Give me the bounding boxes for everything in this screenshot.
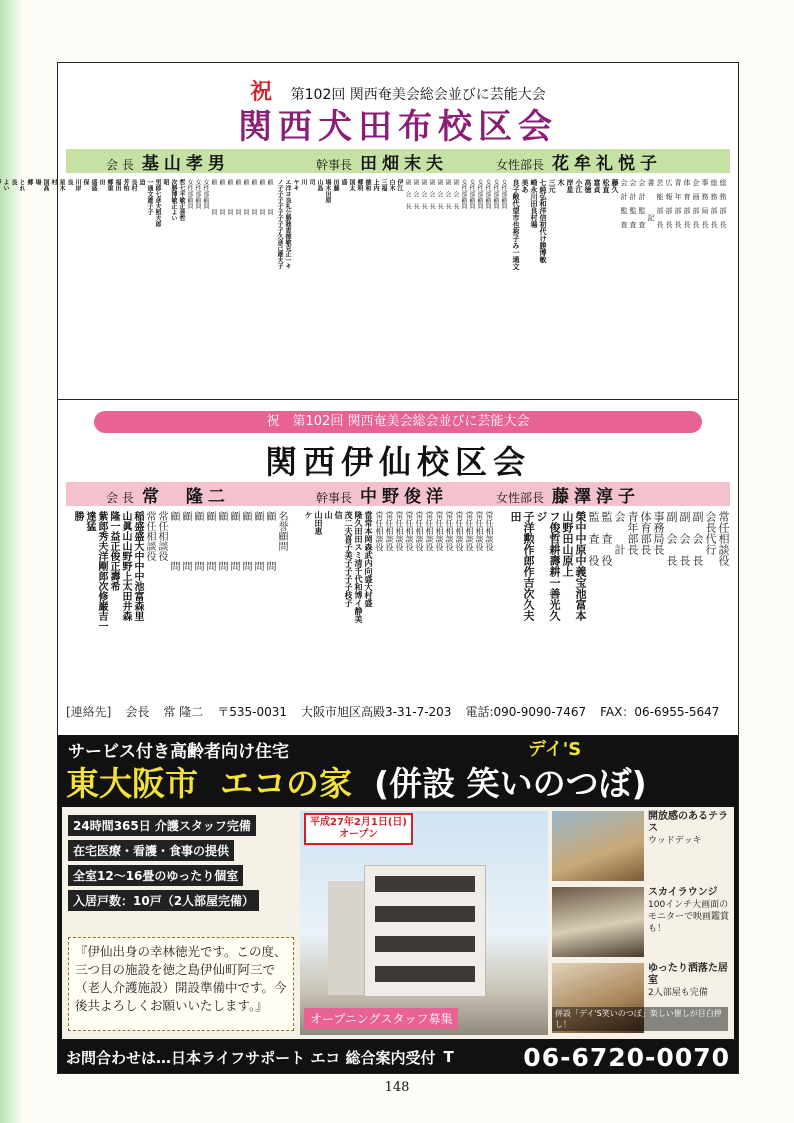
building-front: [364, 865, 486, 997]
ad-days-brand: デイ'S: [528, 739, 582, 760]
member-list-middle: [296, 511, 496, 699]
thumb-title: スカイラウンジ: [648, 887, 718, 898]
member-name-column: 福田: [114, 179, 121, 191]
member-role-column: 企 画 部 長: [692, 179, 700, 228]
member-name-column: 信: [334, 511, 344, 519]
member-role-column: 女性部顧問: [492, 179, 499, 209]
association-title: 関西伊仙校区会: [264, 443, 531, 481]
member-role-column: 広 報 部 長: [665, 179, 673, 228]
ad-city: 東大阪市: [66, 763, 198, 803]
member-role-column: 総 務 部 長: [719, 179, 727, 228]
member-role-column: 常任相談役: [465, 511, 474, 551]
member-role-column: 顧 問: [210, 179, 217, 215]
member-role-column: 顧 問: [266, 179, 273, 215]
officer-name: 藤澤淳子: [552, 486, 641, 507]
feature-list: [68, 815, 294, 915]
eco-house-advert: [58, 735, 738, 1073]
member-name-column: 木: [557, 179, 566, 186]
member-name-column: 徳和: [364, 179, 371, 191]
member-role-column: 女性部顧問: [202, 179, 209, 209]
member-name-column: 三元: [548, 179, 557, 193]
thumb-lounge: [552, 887, 730, 957]
member-name-column: 七純弘和洋信初代け勝博敏: [539, 179, 548, 263]
member-role-column: 顧 問: [218, 179, 225, 215]
member-name-column: 国高: [42, 179, 49, 191]
member-role-column: 副 会 長: [412, 179, 419, 209]
officer-name: 常 隆二: [141, 486, 230, 507]
contact-address: 大阪市旭区高殿3-31-7-203: [301, 705, 452, 719]
member-role-column: 副 会 長: [420, 179, 427, 209]
member-role-column: 顧 問: [180, 511, 191, 571]
contact-role: 会長: [125, 705, 150, 719]
officer-name: 中野俊洋: [360, 486, 449, 507]
member-role-column: 事務局長: [652, 511, 665, 555]
member-list-middle: [276, 179, 510, 391]
member-name-column: ヤキ: [292, 179, 299, 191]
officer-president: [106, 482, 230, 507]
officer-president: [106, 149, 230, 174]
thumb-caption: [648, 963, 732, 999]
feature-item: 全室12～16畳のゆったり個室: [68, 865, 243, 886]
member-name-column: 場木田原: [324, 179, 331, 203]
member-name-column: 川: [300, 179, 307, 185]
kanto-inutabu-section: [2, 63, 738, 401]
officer-secretary: [316, 482, 448, 507]
member-role-column: 副 会 長: [691, 511, 704, 566]
member-name-column: ノ子子子子子子子子久彦己雄夫子: [276, 179, 283, 269]
member-role-column: 副 会 長: [444, 179, 451, 209]
member-name-column: 茂二夫喜子美子子子子枝子: [344, 511, 354, 607]
officer-role: 会 長: [106, 157, 134, 172]
member-name-column: 榮中中原中義宝池富本: [574, 511, 587, 621]
member-role-column: 副 会 長: [404, 179, 411, 209]
thumb-title: ゆったり洒落た居室: [648, 963, 728, 986]
member-name-column: 哲七平敏正善哲: [178, 179, 185, 221]
member-role-column: 常任相談役: [385, 511, 394, 551]
member-name-column: 崎永川田良村場: [530, 179, 539, 228]
ad-facility-name: エコの家: [220, 763, 352, 803]
member-role-column: 会 計 監 査: [638, 179, 646, 228]
officer-women-head: [496, 482, 640, 507]
member-name-column: 當常本岡森武内向盛大村盛: [364, 511, 374, 607]
member-role-column: 青年部長: [626, 511, 639, 555]
member-name-column: 富貞: [593, 179, 602, 193]
member-name-column: よい: [2, 179, 9, 191]
member-name-column: 保: [82, 179, 89, 185]
member-role-column: 会長代行: [704, 511, 717, 555]
member-role-column: 常任相談役: [415, 511, 424, 551]
member-role-column: 副 会 長: [436, 179, 443, 209]
member-role-column: 女性部顧問: [500, 179, 507, 209]
member-role-column: 会 計 監 査: [620, 179, 628, 228]
member-name-column: 一通文雄子子: [146, 179, 153, 215]
member-name-column: 村: [50, 179, 57, 185]
ad-title: [66, 759, 647, 803]
officer-women-head: [496, 149, 662, 174]
member-name-column: 田: [98, 179, 105, 185]
member-name-column: 次勝博敏正よい: [170, 179, 177, 221]
member-name-column: 上内: [372, 179, 379, 191]
member-role-column: 副 会 長: [678, 511, 691, 566]
ad-annex-name: (併設 笑いのつぼ): [374, 763, 647, 803]
member-role-column: 体 育 部 長: [683, 179, 691, 228]
member-name-column: 稲盛盛大中中中池富森里: [132, 511, 143, 621]
member-name-column: フ俊哲耕壽耕一善光久: [548, 511, 561, 621]
building-side: [328, 881, 364, 995]
member-role-column: 顧 問: [240, 511, 251, 571]
officer-role: 女性部長: [496, 490, 545, 505]
member-name-column: 小江: [575, 179, 584, 193]
officer-name: 花牟礼悦子: [552, 153, 663, 174]
member-name-column: 男郎七彦夫照夫郎: [154, 179, 161, 227]
member-role-column: 顧 問: [168, 511, 179, 571]
member-role-column: 副 会 長: [665, 511, 678, 566]
member-role-column: 顧 問: [234, 179, 241, 215]
member-name-column: 山野田山原上: [561, 511, 574, 577]
association-title: 関西犬田布校区会: [238, 107, 558, 147]
member-name-column: 高徳: [584, 179, 593, 193]
member-name-column: ケ: [304, 511, 314, 519]
member-role-column: 顧 問: [252, 511, 263, 571]
member-role-column: 女性部顧問: [460, 179, 467, 209]
member-role-column: 常任相談役: [475, 511, 484, 551]
thumb-sub: 2人部屋も完備: [648, 988, 708, 998]
member-role-column: 副 会 長: [428, 179, 435, 209]
member-role-column: 常任相談役: [395, 511, 404, 551]
member-name-column: 紫郎秀夫洋剛郎次修巌吉一: [96, 511, 107, 631]
member-role-column: 常任相談役: [445, 511, 454, 551]
member-name-column: 国太: [348, 179, 355, 191]
member-name-column: 場: [34, 179, 41, 185]
member-name-column: 達猛: [84, 511, 95, 531]
opening-label: オープン: [338, 829, 379, 840]
terrace-photo: [552, 811, 644, 881]
member-role-column: 監 査 役: [600, 511, 613, 566]
member-name-column: とれ: [18, 179, 25, 191]
member-role-column: 事 務 局 長: [701, 179, 709, 228]
member-name-column: 勝: [72, 511, 83, 521]
member-name-column: 良: [66, 179, 73, 185]
building-photo: [300, 811, 548, 1035]
member-name-column: 伊江: [396, 179, 403, 191]
member-name-column: 芳柏: [122, 179, 129, 191]
inquiry-phone: 06-6720-0070: [523, 1042, 730, 1072]
member-list-left: [2, 179, 276, 391]
member-name-column: 郷重: [106, 179, 113, 191]
member-name-column: 郷: [26, 179, 33, 185]
member-name-column: 山島: [316, 179, 323, 191]
member-role-column: 女性部顧問: [194, 179, 201, 209]
thumb-sub: ウッドデッキ: [648, 836, 702, 846]
event-banner: 祝 第102回 関西奄美会総会並びに芸能大会: [94, 411, 702, 433]
member-role-column: 常任相談役: [717, 511, 730, 566]
member-role-column: 常任相談役: [156, 511, 167, 561]
member-role-column: 書 記: [647, 179, 655, 221]
officer-name: 田畑末夫: [360, 153, 449, 174]
ad-body: [62, 807, 734, 1039]
member-role-column: 顧 問: [226, 179, 233, 215]
contact-line: [66, 703, 730, 720]
member-role-column: 女性部顧問: [186, 179, 193, 209]
contact-name: 常 隆二: [163, 705, 204, 719]
opening-date: 平成27年2月1日(日): [310, 817, 407, 828]
member-name-column: 迫: [138, 179, 145, 185]
member-role-column: 顧 問: [192, 511, 203, 571]
member-role-column: 女性部顧問: [484, 179, 491, 209]
opening-badge: [304, 813, 413, 845]
thumb-title: 開放感のあるテラス: [648, 811, 728, 834]
member-role-column: 会 計: [613, 511, 626, 555]
member-name-column: 隆一益正俊正壽希: [108, 511, 119, 591]
member-role-column: 常任相談役: [485, 511, 494, 551]
member-name-column: 白木: [388, 179, 395, 191]
event-title: 第102回 関西奄美会総会並びに芸能大会: [290, 87, 546, 103]
officer-role: 女性部長: [496, 157, 545, 172]
kanto-isen-section: [58, 401, 738, 721]
staff-recruit-label: オープニングスタッフ募集: [304, 1008, 458, 1029]
member-role-column: 常任相談役: [375, 511, 384, 551]
thumb-room: [552, 963, 730, 1033]
ad-footer: [66, 1043, 730, 1071]
officer-secretary: [316, 149, 448, 174]
member-name-column: 子洋勲作郎作吉次久夫: [522, 511, 535, 621]
member-name-column: 山: [324, 511, 334, 519]
member-name-column: 隆久田田スミ清千代和博イ静美: [354, 511, 364, 623]
contact-zip: 〒535-0031: [217, 705, 287, 719]
member-role-column: 常任相談役: [405, 511, 414, 551]
binding-strip: [0, 0, 22, 1123]
member-role-column: 常任相談役: [425, 511, 434, 551]
member-role-column: 女性部顧問: [468, 179, 475, 209]
member-name-column: 良村: [130, 179, 137, 191]
officer-role: 会 長: [106, 490, 134, 505]
officer-role: 幹事長: [316, 157, 353, 172]
window: [375, 966, 475, 982]
phone-mark: T: [443, 1048, 454, 1066]
member-role-column: 顧 問: [250, 179, 257, 215]
member-name-column: 盛盛: [90, 179, 97, 191]
lounge-photo: [552, 887, 644, 957]
member-role-column: 顧 問: [258, 179, 265, 215]
member-name-column: 郷明: [356, 179, 363, 191]
member-role-column: 青 年 部 長: [674, 179, 682, 228]
contact-phone: 電話:090-9090-7467: [465, 705, 587, 719]
member-role-column: 会 計 監 査: [629, 179, 637, 228]
feature-item: 24時間365日 介護スタッフ完備: [68, 815, 256, 836]
member-name-column: 星木: [58, 179, 65, 191]
owner-message: 『伊仙出身の幸林徳光です。この度、三つ目の施設を徳之島伊仙町阿三で（老人介護施設）開設準備中です。今後共よろしくお願いいたします。』: [68, 937, 294, 1031]
member-name-column: 昭: [162, 179, 169, 185]
thumb-caption: [648, 887, 732, 935]
member-name-column: 司: [308, 179, 315, 185]
contact-label: [連絡先]: [66, 705, 112, 719]
officer-name: 基山孝男: [141, 153, 230, 174]
member-role-column: 顧 問: [216, 511, 227, 571]
member-role-column: 名誉顧問: [276, 511, 287, 551]
member-name-column: 川岸: [74, 179, 81, 191]
member-name-column: 藤久: [611, 179, 620, 193]
member-role-column: 顧 問: [242, 179, 249, 215]
member-name-column: ジ: [535, 511, 548, 522]
window: [375, 936, 475, 952]
member-role-column: 常任相談役: [435, 511, 444, 551]
inquiry-label: お問合わせは…日本ライフサポート エコ 総合案内受付: [66, 1048, 436, 1067]
member-name-column: 岸星: [566, 179, 575, 193]
thumb-terrace: [552, 811, 730, 881]
member-list-left: [66, 511, 288, 699]
ad-headline: サービス付き高齢者向け住宅: [68, 742, 289, 762]
page-number: 148: [384, 1080, 410, 1095]
member-name-column: 山眞山山野野上太田井森: [120, 511, 131, 621]
member-name-column: 田: [509, 511, 522, 522]
iwai-mark: 祝: [250, 79, 273, 105]
member-role-column: 芸 能 部 長: [656, 179, 664, 228]
section-divider: [58, 399, 738, 400]
officers-band: [66, 149, 730, 173]
member-list-right: [506, 511, 730, 699]
contact-fax: FAX：06-6955-5647: [600, 705, 720, 719]
member-role-column: 体育部長: [639, 511, 652, 555]
member-name-column: 田藤: [332, 179, 339, 191]
member-role-column: 顧 問: [204, 511, 215, 571]
member-name-column: 良子敞代望市也祢子み一通文: [512, 179, 521, 270]
thumb-caption: [648, 811, 732, 847]
page-frame: [2, 62, 739, 1074]
member-role-column: 監 査 役: [587, 511, 600, 566]
member-role-column: 常任相談役: [455, 511, 464, 551]
feature-item: 入居戸数：10戸（2人部屋完備）: [68, 890, 259, 911]
member-role-column: 総 務 部 長: [710, 179, 718, 228]
member-name-column: 美あ: [521, 179, 530, 193]
member-list-right: [514, 179, 730, 391]
member-role-column: 副 会 長: [452, 179, 459, 209]
officer-role: 幹事長: [316, 490, 353, 505]
officers-band: [66, 482, 730, 506]
feature-item: 在宅医療・看護・食事の提供: [68, 840, 234, 861]
annex-caption: 併設「デイ'S笑いのつぼ」楽しい催しが目白押し！: [552, 1007, 728, 1031]
member-role-column: 女性部顧問: [476, 179, 483, 209]
member-name-column: 盛: [340, 179, 347, 185]
facility-thumbnails: [552, 811, 730, 1035]
window: [375, 876, 475, 892]
member-name-column: 山田恵: [314, 511, 324, 535]
member-name-column: 松直: [602, 179, 611, 193]
member-name-column: エ洋ヨ良礼公勝睦恵徳敏克正一キ: [284, 179, 291, 269]
member-role-column: 顧 問: [264, 511, 275, 571]
member-name-column: 良: [10, 179, 17, 185]
thumb-sub: 100インチ大画面のモニターで映画鑑賞も！: [648, 900, 730, 934]
member-name-column: 三福: [380, 179, 387, 191]
member-role-column: 常任相談役: [144, 511, 155, 561]
member-role-column: 顧 問: [228, 511, 239, 571]
window: [375, 906, 475, 922]
